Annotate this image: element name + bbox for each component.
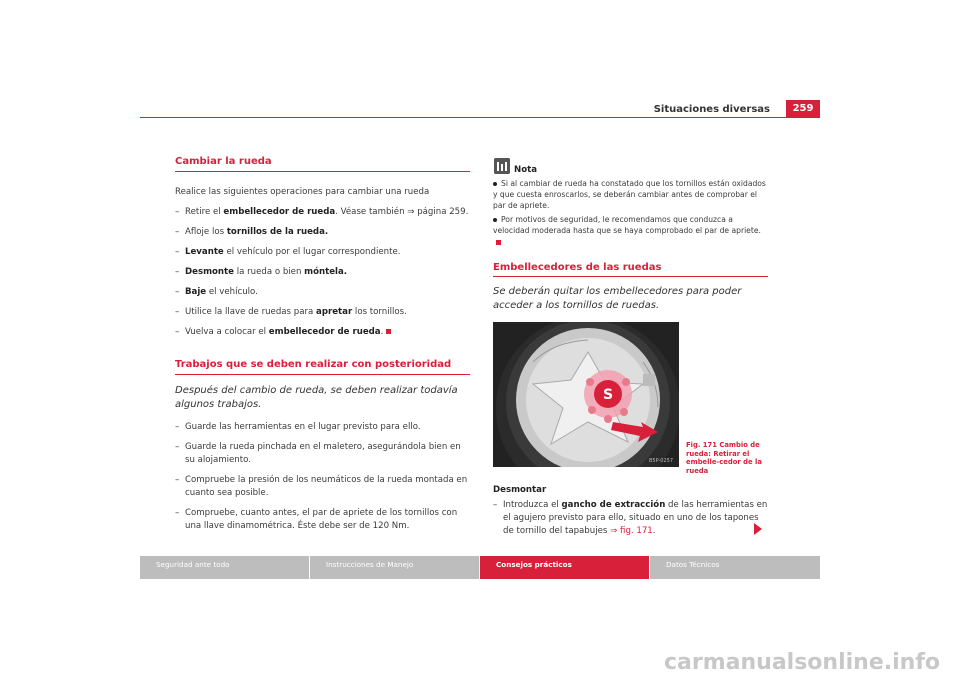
item-bold: Levante <box>185 247 224 257</box>
dash-marker: – <box>175 207 180 217</box>
note-text: Si al cambiar de rueda ha constatado que los tornillos están oxidados y que cuesta enroscarlos, se deberán cambiar antes de comprobar el par de apriete. <box>493 179 766 210</box>
running-header-title: Situaciones diversas <box>653 104 770 115</box>
figure-caption: Fig. 171 Cambio de rueda: Retirar el embelle-cedor de la rueda <box>686 441 762 475</box>
section-title-embellecedores: Embellecedores de las ruedas <box>493 262 662 273</box>
item-text: Compruebe la presión de los neumáticos de la rueda montada en cuanto sea posible. <box>185 475 468 498</box>
footer-tab-seguridad[interactable]: Seguridad ante todo <box>140 556 309 579</box>
dash-marker: – <box>175 227 180 237</box>
item-text: Introduzca el <box>503 500 562 510</box>
item-text: . <box>380 327 384 337</box>
section-lead: Después del cambio de rueda, se deben realizar todavía algunos trabajos. <box>175 385 458 410</box>
list-item <box>175 306 470 319</box>
bullet-icon <box>493 182 497 186</box>
footer-tab-datos[interactable]: Datos Técnicos <box>650 556 820 579</box>
item-text: la rueda o bien <box>234 267 305 277</box>
list-item <box>175 246 470 259</box>
page-number: 259 <box>786 100 820 118</box>
item-text: Guarde la rueda pinchada en el maletero, asegurándola bien en su alojamiento. <box>185 442 461 465</box>
left-column <box>175 155 470 540</box>
watermark: carmanualsonline.info <box>664 650 940 675</box>
dash-marker: – <box>175 475 180 485</box>
section-divider <box>175 374 470 375</box>
figure-reference-link[interactable]: ⇒ fig. 171 <box>610 526 653 536</box>
item-text: Utilice la llave de ruedas para <box>185 307 317 317</box>
note-item <box>493 178 768 211</box>
footer-tab-instrucciones[interactable]: Instrucciones de Manejo <box>310 556 479 579</box>
info-note-icon <box>494 158 510 174</box>
dash-marker: – <box>175 422 180 432</box>
item-bold: gancho de extracción <box>561 500 666 510</box>
dash-marker: – <box>175 247 180 257</box>
list-item <box>175 226 470 239</box>
end-of-section-marker <box>386 329 391 334</box>
item-text: Afloje los <box>185 227 227 237</box>
section-title-trabajos: Trabajos que se deben realizar con posterioridad <box>175 359 452 370</box>
section-divider <box>175 171 470 172</box>
next-page-arrow-icon[interactable] <box>754 523 762 535</box>
header-divider <box>140 117 820 118</box>
item-text: Retire el <box>185 207 224 217</box>
intro-text: Realice las siguientes operaciones para cambiar una rueda <box>175 187 430 197</box>
dash-marker: – <box>175 267 180 277</box>
list-item <box>175 266 470 279</box>
figure-code: B5P-0257 <box>648 458 673 464</box>
dash-marker: – <box>175 327 180 337</box>
desmontar-block <box>493 484 768 545</box>
item-text: el vehículo por el lugar correspondiente. <box>223 247 401 257</box>
list-item <box>175 326 470 339</box>
bullet-icon <box>493 218 497 222</box>
footer-tab-consejos[interactable]: Consejos prácticos <box>480 556 649 579</box>
list-item <box>175 421 470 434</box>
item-bold: Baje <box>185 287 207 297</box>
item-text: Vuelva a colocar el <box>185 327 269 337</box>
item-bold: Desmonte <box>185 267 234 277</box>
dash-marker: – <box>175 307 180 317</box>
item-text: los tornillos. <box>352 307 407 317</box>
section-divider <box>493 276 768 277</box>
note-title: Nota <box>514 165 538 175</box>
item-text: . Véase también ⇒ página 259. <box>335 207 469 217</box>
item-text: de las herramientas en el agujero previsto para ello, situado en uno de los tapones de tornillo del tapabujes <box>503 500 768 536</box>
item-text: . <box>652 526 656 536</box>
desmontar-heading: Desmontar <box>493 485 547 495</box>
list-item <box>493 499 768 538</box>
item-text: el vehículo. <box>206 287 258 297</box>
dash-marker: – <box>493 500 498 510</box>
wheel-illustration <box>493 322 679 467</box>
item-bold: móntela. <box>304 267 348 277</box>
list-item <box>175 507 470 533</box>
section-embellecedores <box>493 262 768 313</box>
note-body <box>493 178 768 247</box>
section-lead: Se deberán quitar los embellecedores para poder acceder a los tornillos de ruedas. <box>493 286 742 311</box>
section-title-cambiar-rueda: Cambiar la rueda <box>175 156 272 167</box>
list-item <box>175 441 470 467</box>
item-bold: embellecedor de rueda <box>268 327 381 337</box>
list-item <box>175 286 470 299</box>
list-item <box>175 474 470 500</box>
item-text: Compruebe, cuanto antes, el par de apriete de los tornillos con una llave dinamométrica. Éste debe ser de 120 Nm. <box>185 508 458 531</box>
dash-marker: – <box>175 287 180 297</box>
item-bold: apretar <box>316 307 353 317</box>
item-text: Guarde las herramientas en el lugar previsto para ello. <box>185 422 421 432</box>
note-text: Por motivos de seguridad, le recomendamos que conduzca a velocidad moderada hasta que se haya comprobado el par de apriete. <box>493 215 761 235</box>
dash-marker: – <box>175 442 180 452</box>
svg-text:S: S <box>602 387 614 403</box>
end-of-section-marker <box>496 240 501 245</box>
note-item <box>493 214 768 247</box>
item-bold: embellecedor de rueda <box>223 207 336 217</box>
wheel-hubcap-figure <box>493 322 679 467</box>
item-bold: tornillos de la rueda. <box>226 227 329 237</box>
dash-marker: – <box>175 508 180 518</box>
list-item <box>175 206 470 219</box>
